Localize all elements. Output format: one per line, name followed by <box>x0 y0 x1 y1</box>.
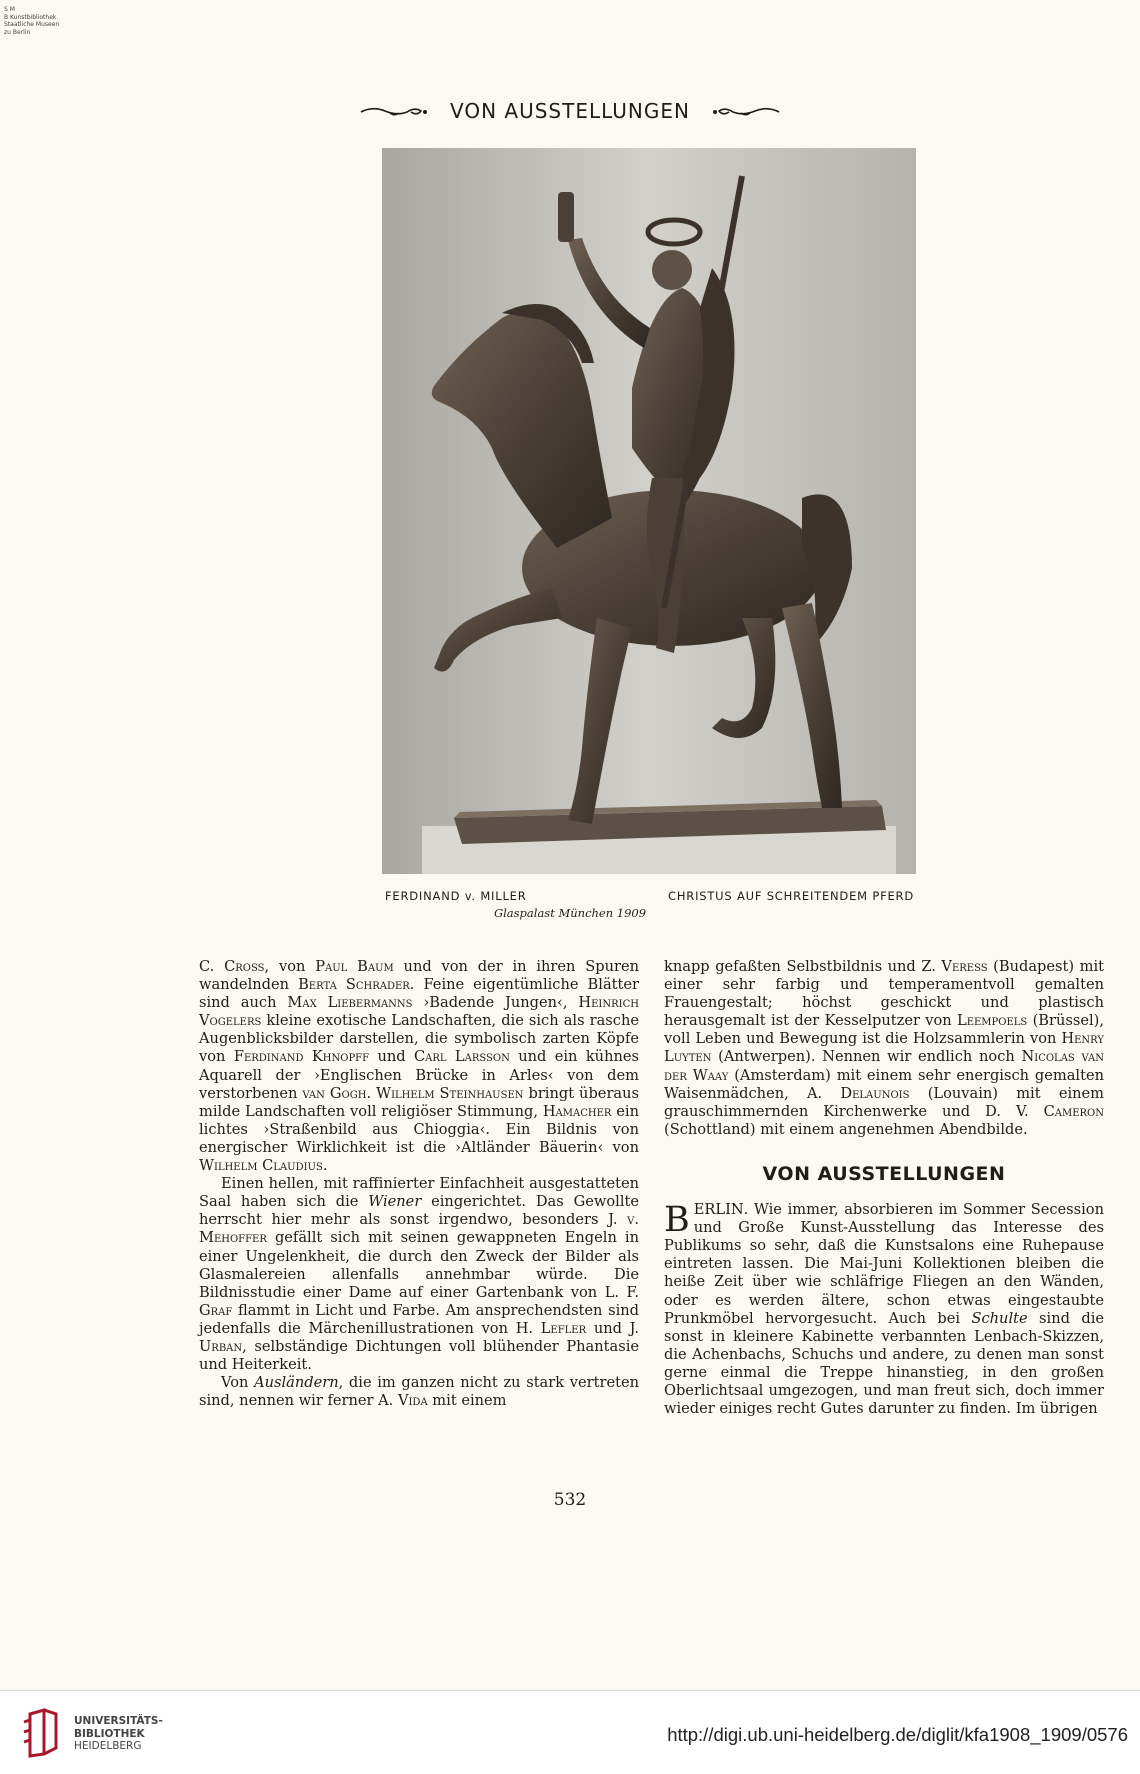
paragraph-body <box>664 1201 1104 1417</box>
name-smallcaps: A. Vida <box>378 1392 428 1410</box>
library-stamp <box>4 6 94 36</box>
scroll-ornament-right-icon <box>711 103 781 119</box>
emphasis-italic: Wiener <box>368 1193 422 1211</box>
drop-cap: B <box>664 1200 690 1241</box>
text-run: . <box>322 1157 328 1175</box>
text-run: ein lichtes ›Straßenbild aus Chioggia‹. Ein Bildnis von energischer Wirklichkeit ist die ›Altländer Bäuerin‹ von <box>199 1102 639 1156</box>
text-run: . <box>366 1084 377 1102</box>
text-run: (Antwerpen). Nennen wir endlich noch <box>711 1048 1022 1066</box>
text-run: (Schottland) mit einem angenehmen Abendbilde. <box>664 1120 1028 1138</box>
text-run: Von <box>221 1374 255 1392</box>
text-run: flammt in Licht und Farbe. Am ansprechendsten sind jedenfalls die Märchenillustrationen von <box>199 1301 639 1337</box>
text-run: und von der in ihren Spuren wandelnden <box>199 958 639 994</box>
name-smallcaps: Hamacher <box>542 1102 612 1120</box>
digital-library-footer <box>0 1690 1140 1774</box>
name-smallcaps: Carl Larsson <box>413 1048 510 1066</box>
paragraph <box>199 958 639 1175</box>
emphasis-italic: Ausländern <box>254 1374 339 1392</box>
name-smallcaps: Paul Baum <box>315 958 394 975</box>
paragraph <box>664 1201 1104 1418</box>
paragraph <box>199 1374 639 1410</box>
stamp-line: zu Berlin <box>4 28 31 36</box>
section-heading: VON AUSSTELLUNGEN <box>762 1162 1006 1185</box>
emphasis-italic: Schulte <box>971 1309 1028 1327</box>
text-run: (Brüssel), voll Leben und Bewegung ist die Holzsammlerin von <box>664 1012 1104 1048</box>
scroll-ornament-left-icon <box>359 103 429 119</box>
name-smallcaps: Wilhelm Steinhausen <box>376 1084 524 1102</box>
name-smallcaps: A. Delaunois <box>807 1084 910 1102</box>
text-run: und <box>586 1319 630 1337</box>
text-run: eingerichtet. Das Gewollte herrscht hier mehr als sonst irgendwo, besonders <box>199 1193 639 1229</box>
stamp-line: Staatliche Museen <box>4 21 60 28</box>
ub-heidelberg-logo-icon[interactable] <box>20 1708 66 1758</box>
name-smallcaps: van Gogh <box>302 1084 367 1102</box>
name-smallcaps: ERLIN <box>693 1201 744 1219</box>
name-smallcaps: Leempoels <box>957 1012 1028 1030</box>
paragraph <box>664 958 1104 1139</box>
paragraph <box>199 1175 639 1374</box>
caption-artist: FERDINAND v. MILLER <box>385 889 527 903</box>
library-name[interactable] <box>74 1715 163 1753</box>
name-smallcaps: Max Liebermanns <box>287 994 413 1012</box>
text-run: , von <box>264 958 316 975</box>
text-run: (Louvain) mit einem grauschimmernden Kirchenwerke und <box>664 1084 1104 1120</box>
right-text-column <box>664 958 1104 1418</box>
text-run: gefällt sich mit seinen gewappneten Engeln in einer Ungelenkheit, die durch den Zweck der Bilder als Glasmalereien allenfalls annehmbar würde. Die Bildnisstudie einer Dame auf einer Gartenbank von <box>199 1229 639 1301</box>
stamp-line: B Kunstbibliothek <box>4 13 57 21</box>
library-line: BIBLIOTHEK <box>74 1727 145 1740</box>
name-smallcaps: Henry Luyten <box>664 1030 1104 1066</box>
name-smallcaps: C. Cross <box>199 958 265 975</box>
name-smallcaps: J. Urban <box>199 1319 640 1355</box>
text-run: bringt überaus milde Landschaften voll religiöser Stimmung, <box>199 1084 640 1120</box>
running-header <box>0 97 1140 123</box>
name-smallcaps: H. Lefler <box>515 1319 587 1337</box>
page-url-link[interactable]: http://digi.ub.uni-heidelberg.de/diglit/kfa1908_1909/0576 <box>667 1724 1128 1745</box>
text-run: mit einem <box>427 1392 507 1410</box>
name-smallcaps: Wilhelm Claudius <box>199 1157 323 1175</box>
name-smallcaps: J. v. Mehoffer <box>199 1211 639 1247</box>
header-title: VON AUSSTELLUNGEN <box>450 98 690 123</box>
text-run: , selbständige Dichtungen voll blühender Phantasie und Heiterkeit. <box>199 1337 639 1374</box>
text-run: sind die sonst in kleinere Kabinette verbannten Lenbach-Skizzen, die Achenbachs, Schuchs und andere, zu denen man sonst gerne einmal die Treppe hinanstieg, in den großen Oberlichtsaal umgezogen, und man freut sich, doch immer wieder einiges recht Gutes darunter zu finden. Im übrigen <box>664 1309 1104 1418</box>
left-text-column <box>199 958 639 1410</box>
text-run: . Wie immer, absorbieren im Sommer Secession und Große Kunst-Ausstellung das Interesse des Publikums so sehr, daß die Kunstsalons eine Ruhepause eintreten lassen. Die Mai-Juni Kollektionen bleiben die heiße Zeit über wie schläfrige Fliegen an den Wänden, oder es werden ältere, schon etwas eingestaubte Prunkmöbel hervorgesucht. Auch bei <box>664 1201 1104 1327</box>
text-run: ›Badende Jungen‹, <box>412 994 579 1012</box>
name-smallcaps: Heinrich Vogelers <box>199 994 639 1030</box>
library-line: UNIVERSITÄTS- <box>74 1715 163 1727</box>
name-smallcaps: L. F. Graf <box>199 1283 639 1319</box>
text-run: und ein kühnes Aquarell der ›Englischen Brücke in Arles‹ von dem verstorbenen <box>199 1048 639 1102</box>
library-line: HEIDELBERG <box>74 1740 142 1752</box>
name-smallcaps: Berta Schrader <box>298 976 410 994</box>
name-smallcaps: Ferdinand Khnopff <box>233 1048 370 1066</box>
text-run: Einen hellen, mit raffinierter Einfachheit ausgestatteten Saal haben sich die <box>199 1175 639 1211</box>
text-run: . Feine eigentümliche Blätter sind auch <box>199 976 639 1012</box>
caption-title: CHRISTUS AUF SCHREITENDEM PFERD <box>668 889 914 903</box>
text-run: , die im ganzen nicht zu stark vertreten sind, nennen wir ferner <box>199 1374 639 1410</box>
statue-image <box>382 148 916 874</box>
text-run: knapp gefaßten Selbstbildnis und <box>664 958 922 975</box>
text-run: kleine exotische Landschaften, die sich als rasche Augenblicksbilder darstellen, die symbolisch zarten Köpfe von <box>199 1012 639 1066</box>
name-smallcaps: Nicolas van der Waay <box>664 1048 1104 1084</box>
text-run: (Amsterdam) mit einem sehr energisch gemalten Waisenmädchen, <box>664 1066 1104 1102</box>
statue-photograph <box>382 148 916 874</box>
text-run: (Budapest) mit einer sehr farbig und temperamentvoll gemalten Frauengestalt; höchst geschickt und plastisch herausgemalt ist der Kesselputzer von <box>664 958 1104 1030</box>
name-smallcaps: D. V. Cameron <box>985 1102 1104 1120</box>
text-run: und <box>369 1048 414 1066</box>
page-number: 532 <box>553 1490 587 1510</box>
stamp-line: S M <box>4 6 15 13</box>
name-smallcaps: Z. Veress <box>921 958 988 975</box>
caption-subtitle: Glaspalast München 1909 <box>493 906 647 920</box>
